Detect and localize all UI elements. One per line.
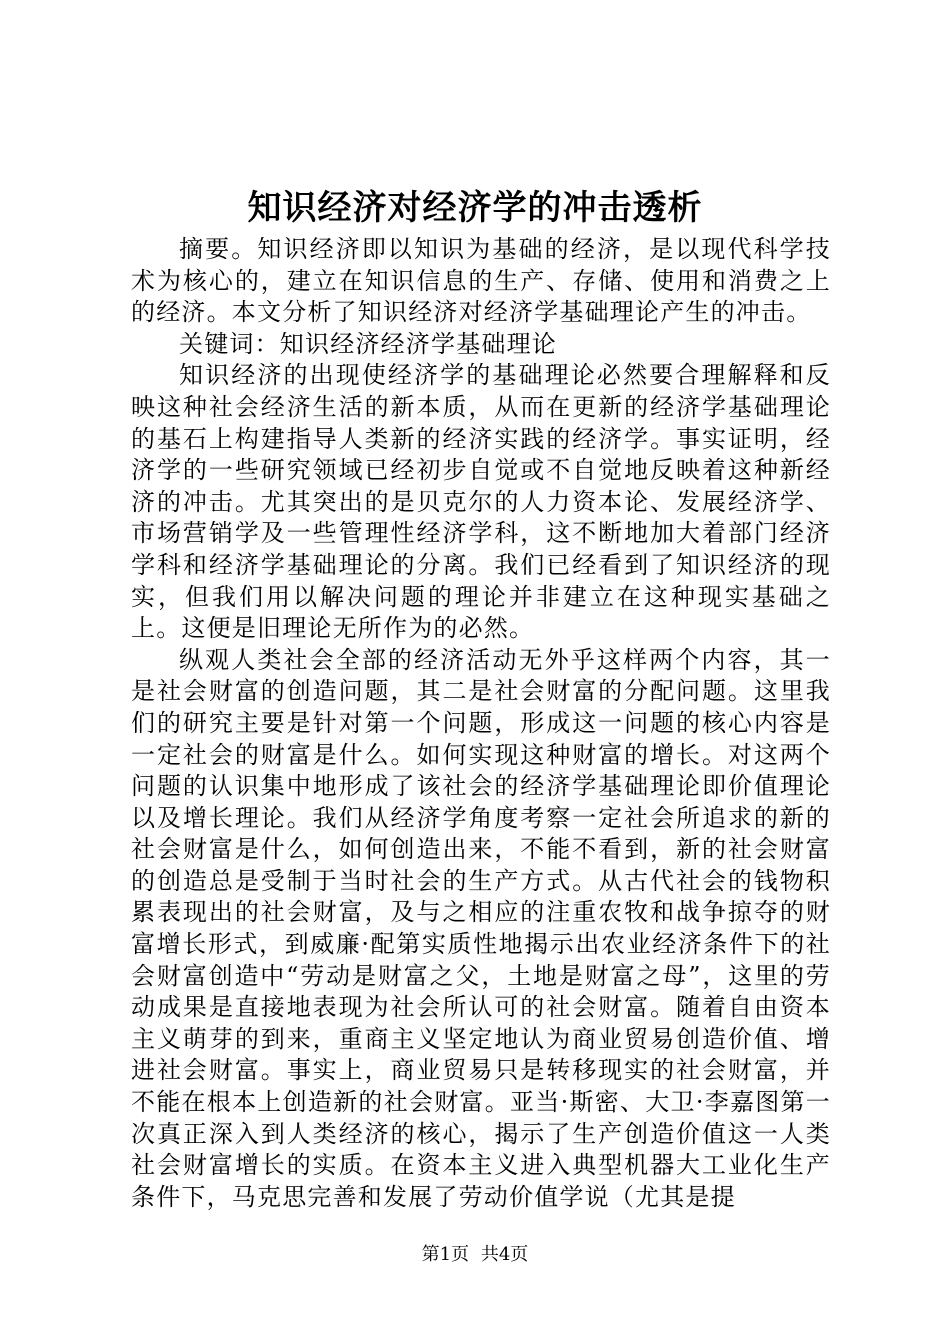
abstract-paragraph: 摘要。知识经济即以知识为基础的经济，是以现代科学技术为核心的，建立在知识信息的生产、存储、使用和消费之上的经济。本文分析了知识经济对经济学基础理论产生的冲击。	[131, 235, 831, 327]
body-paragraph: 纵观人类社会全部的经济活动无外乎这样两个内容，其一是社会财富的创造问题，其二是社会财富的分配问题。这里我们的研究主要是针对第一个问题，形成这一问题的核心内容是一定社会的财富是什么。如何实现这种财富的增长。对这两个问题的认识集中地形成了该社会的经济学基础理论即价值理论以及增长理论。我们从经济学角度考察一定社会所追求的新的社会财富是什么，如何创造出来，不能不看到，新的社会财富的创造总是受制于当时社会的生产方式。从古代社会的钱物积累表现出的社会财富，及与之相应的注重农牧和战争掠夺的财富增长形式，到威廉·配第实质性地揭示出农业经济条件下的社会财富创造中“劳动是财富之父，土地是财富之母”，这里的劳动成果是直接地表现为社会所认可的社会财富。随着自由资本主义萌芽的到来，重商主义坚定地认为商业贸易创造价值、增进社会财富。事实上，商业贸易只是转移现实的社会财富，并不能在根本上创造新的社会财富。亚当·斯密、大卫·李嘉图第一次真正深入到人类经济的核心，揭示了生产创造价值这一人类社会财富增长的实质。在资本主义进入典型机器大工业化生产条件下，马克思完善和发展了劳动价值学说（尤其是提	[131, 645, 831, 1211]
body-paragraph: 知识经济的出现使经济学的基础理论必然要合理解释和反映这种社会经济生活的新本质，从而在更新的经济学基础理论的基石上构建指导人类新的经济实践的经济学。事实证明，经济学的一些研究领域已经初步自觉或不自觉地反映着这种新经济的冲击。尤其突出的是贝克尔的人力资本论、发展经济学、市场营销学及一些管理性经济学科，这不断地加大着部门经济学科和经济学基础理论的分离。我们已经看到了知识经济的现实，但我们用以解决问题的理论并非建立在这种现实基础之上。这便是旧理论无所作为的必然。	[131, 361, 831, 643]
document-title: 知识经济对经济学的冲击透析	[247, 188, 703, 228]
page-footer	[0, 1243, 950, 1267]
document-body	[131, 234, 831, 1213]
page-total: 共4页	[480, 1244, 529, 1265]
page-number: 第1页	[421, 1244, 470, 1265]
keywords-paragraph: 关键词：知识经济经济学基础理论	[179, 329, 557, 358]
